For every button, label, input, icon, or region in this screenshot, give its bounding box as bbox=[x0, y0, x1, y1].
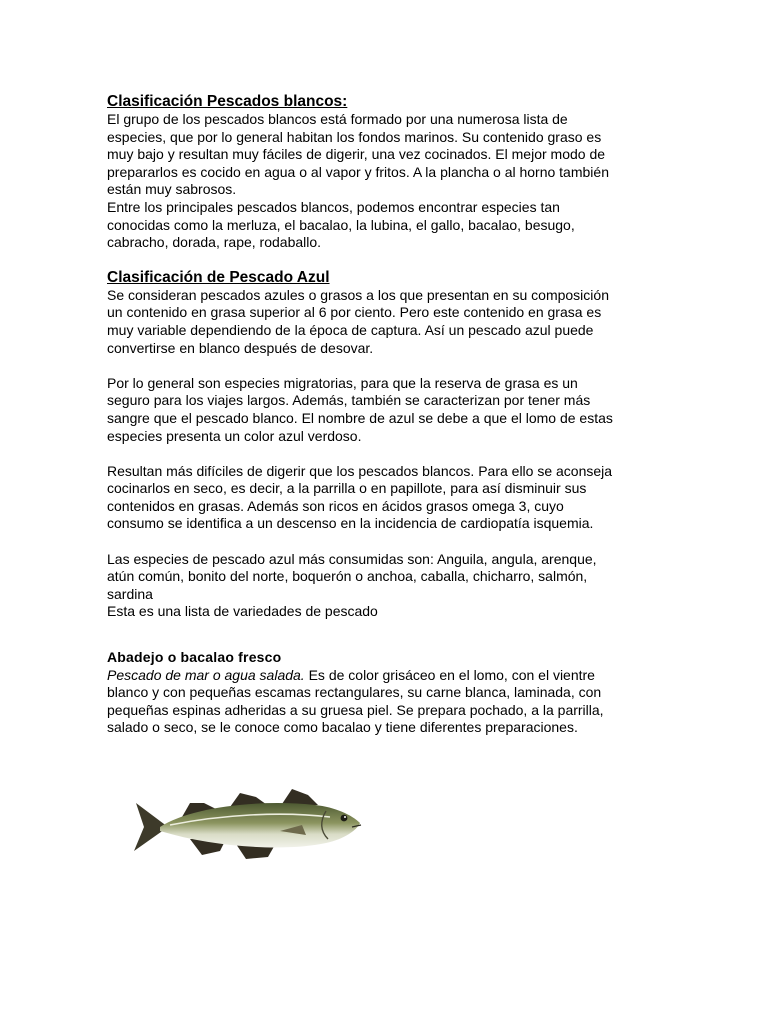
white-fish-heading: Clasificación Pescados blancos: bbox=[107, 93, 348, 110]
blue-fish-paragraph-3: Resultan más difíciles de digerir que los pescados blancos. Para ello se aconseja cocinarlos en seco, es decir, a la parrilla o en papillote, para así disminuir sus contenidos en grasas. Además son ricos en ácidos grasos omega 3, cuyo consumo se identifica a un descenso en la incidencia de cardiopatía isquemia. bbox=[107, 462, 613, 532]
section-spacer bbox=[107, 621, 667, 649]
blue-fish-paragraph-2: Por lo general son especies migratorias, para que la reserva de grasa es un seguro para los viajes largos. Además, también se caracterizan por tener más sangre que el pescado blanco. El nombre de azul se debe a que el lomo de estas especies presenta un color azul verdoso. bbox=[107, 374, 613, 444]
blue-fish-heading: Clasificación de Pescado Azul bbox=[107, 268, 330, 286]
paragraph-spacer bbox=[107, 357, 667, 375]
blue-fish-paragraph-5: Esta es una lista de variedades de pescado bbox=[107, 603, 378, 620]
paragraph-spacer bbox=[107, 445, 667, 463]
document-page bbox=[107, 92, 667, 737]
blue-fish-paragraph-1: Se consideran pescados azules o grasos a los que presentan en su composición un contenido en grasa superior al 6 por ciento. Pero este contenido en grasa es muy variable dependiendo de la época de captura. Así un pescado azul puede convertirse en blanco después de desovar. bbox=[107, 286, 609, 356]
fish-eye bbox=[341, 815, 348, 822]
white-fish-paragraph-1: El grupo de los pescados blancos está formado por una numerosa lista de especies, que por lo general habitan los fondos marinos. Su contenido graso es muy bajo y resultan muy fáciles de digerir, una vez cocinados. El mejor modo de prepararlos es cocido en agua o al vapor y fritos. A la plancha o al horno también están muy sabrosos. bbox=[107, 111, 609, 198]
blue-fish-paragraph-4: Las especies de pescado azul más consumidas son: Anguila, angula, arenque, atún común, bonito del norte, boquerón o anchoa, caballa, chicharro, salmón, sardina bbox=[107, 550, 597, 602]
paragraph-spacer bbox=[107, 533, 667, 551]
species-title: Abadejo o bacalao fresco bbox=[107, 649, 282, 666]
cod-fish-illustration bbox=[130, 785, 365, 865]
species-italic-lead: Pescado de mar o agua salada. bbox=[107, 666, 305, 683]
white-fish-paragraph-2: Entre los principales pescados blancos, podemos encontrar especies tan conocidas como la merluza, el bacalao, la lubina, el gallo, bacalao, besugo, cabracho, dorada, rape, rodaballo. bbox=[107, 198, 575, 251]
species-description bbox=[107, 667, 667, 737]
species-body-text: Es de color grisáceo en el lomo, con el vientre blanco y con pequeñas escamas rectangulares, su carne blanca, laminada, con pequeñas espinas adheridas a su gruesa piel. Se prepara pochado, a la parrilla, salado o seco, se le conoce como bacalao y tiene diferentes preparaciones. bbox=[107, 666, 604, 736]
